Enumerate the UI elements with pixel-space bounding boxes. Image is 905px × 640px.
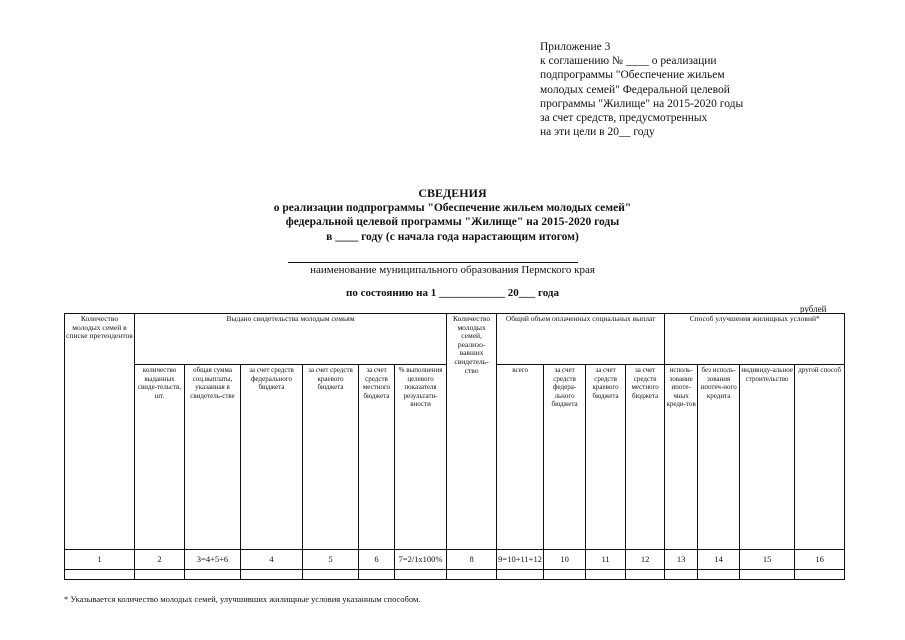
appendix-line: программы "Жилище" на 2015-2020 годы [540,97,744,110]
municipality-label: наименование муниципального образования Пермского края [310,264,595,276]
appendix-line: Приложение 3 [540,41,611,53]
appendix-line: к соглашению № ____ о реализации [540,55,717,68]
column-number-row [65,550,845,570]
data-cell [303,570,359,580]
column-number: 13 [665,550,698,570]
header-no-mortgage: без исполь-зования ипотеч-ного кредита [698,365,740,550]
header-certificates-issued: Выдано свидетельства молодым семьям [135,314,447,365]
column-number: 16 [795,550,845,570]
appendix-line: подпрограммы "Обеспечение жильем [540,69,725,82]
column-number: 8 [447,550,497,570]
header-other-method: другой способ [795,365,845,550]
title-line: в ____ году (с начала года нарастающим итогом) [326,230,579,243]
document-title [0,186,905,244]
header-paid-local: за счет средств местного бюджета [626,365,665,550]
data-cell [497,570,544,580]
data-cell [359,570,395,580]
column-number: 14 [698,550,740,570]
data-cell [698,570,740,580]
data-cell [447,570,497,580]
column-number: 3=4+5+6 [185,550,241,570]
header-applicant-families: Количество молодых семей в списке претендентов [65,314,135,550]
column-number: 12 [626,550,665,570]
currency-label: рублей [800,304,827,314]
data-cell [586,570,626,580]
header-individual-construction: индивиду-альное строительство [740,365,795,550]
column-number: 7=2/1x100% [395,550,447,570]
municipality-fill-line [288,262,578,263]
footnote: * Указывается количество молодых семей, улучшивших жилищные условия указанным способом. [64,594,421,604]
title-line: о реализации подпрограммы "Обеспечение жильем молодых семей" [273,201,632,214]
header-target-percent: % выполнения целевого показателя результати-вности [395,365,447,550]
header-improvement-method: Способ улучшения жилищных условий* [665,314,845,365]
report-table [64,313,845,580]
column-number: 9=10+11+12 [497,550,544,570]
column-number: 11 [586,550,626,570]
as-of-date: по состоянию на 1 ____________ 20___ года [346,287,559,299]
data-cell [185,570,241,580]
data-cell [395,570,447,580]
data-cell [740,570,795,580]
data-cell [65,570,135,580]
header-cert-count: количество выданных свиде-тельств, шт. [135,365,185,550]
appendix-block [540,40,860,139]
column-number: 1 [65,550,135,570]
data-cell [665,570,698,580]
appendix-line: молодых семей" Федеральной целевой [540,83,730,96]
column-number: 5 [303,550,359,570]
header-regional-budget: за счет средств краевого бюджета [303,365,359,550]
column-number: 6 [359,550,395,570]
title-line: СВЕДЕНИЯ [418,186,487,200]
header-paid-federal: за счет средств федера-льного бюджета [544,365,586,550]
column-number: 4 [241,550,303,570]
title-line: федеральной целевой программы "Жилище" на 2015-2020 годы [285,216,620,228]
data-cell [795,570,845,580]
column-number: 2 [135,550,185,570]
data-cell [626,570,665,580]
header-families-realized: Количество молодых семей, реализо-вавших свидетель-ство [447,314,497,550]
column-number: 10 [544,550,586,570]
appendix-line: за счет средств, предусмотренных [540,112,708,125]
data-cell [135,570,185,580]
appendix-line: на эти цели в 20__ году [540,126,655,139]
header-paid-total: Общий объем оплаченных социальных выплат [497,314,665,365]
header-mortgage-use: исполь-зование ипоте-чных креди-тов [665,365,698,550]
header-paid-all: всего [497,365,544,550]
table-row [65,570,845,580]
header-federal-budget: за счет средств федерального бюджета [241,365,303,550]
header-local-budget: за счет средств местного бюджета [359,365,395,550]
data-cell [241,570,303,580]
header-paid-regional: за счет средств краевого бюджета [586,365,626,550]
column-number: 15 [740,550,795,570]
data-cell [544,570,586,580]
header-cert-sum: общая сумма соц.выплаты, указанная в свидетель-стве [185,365,241,550]
